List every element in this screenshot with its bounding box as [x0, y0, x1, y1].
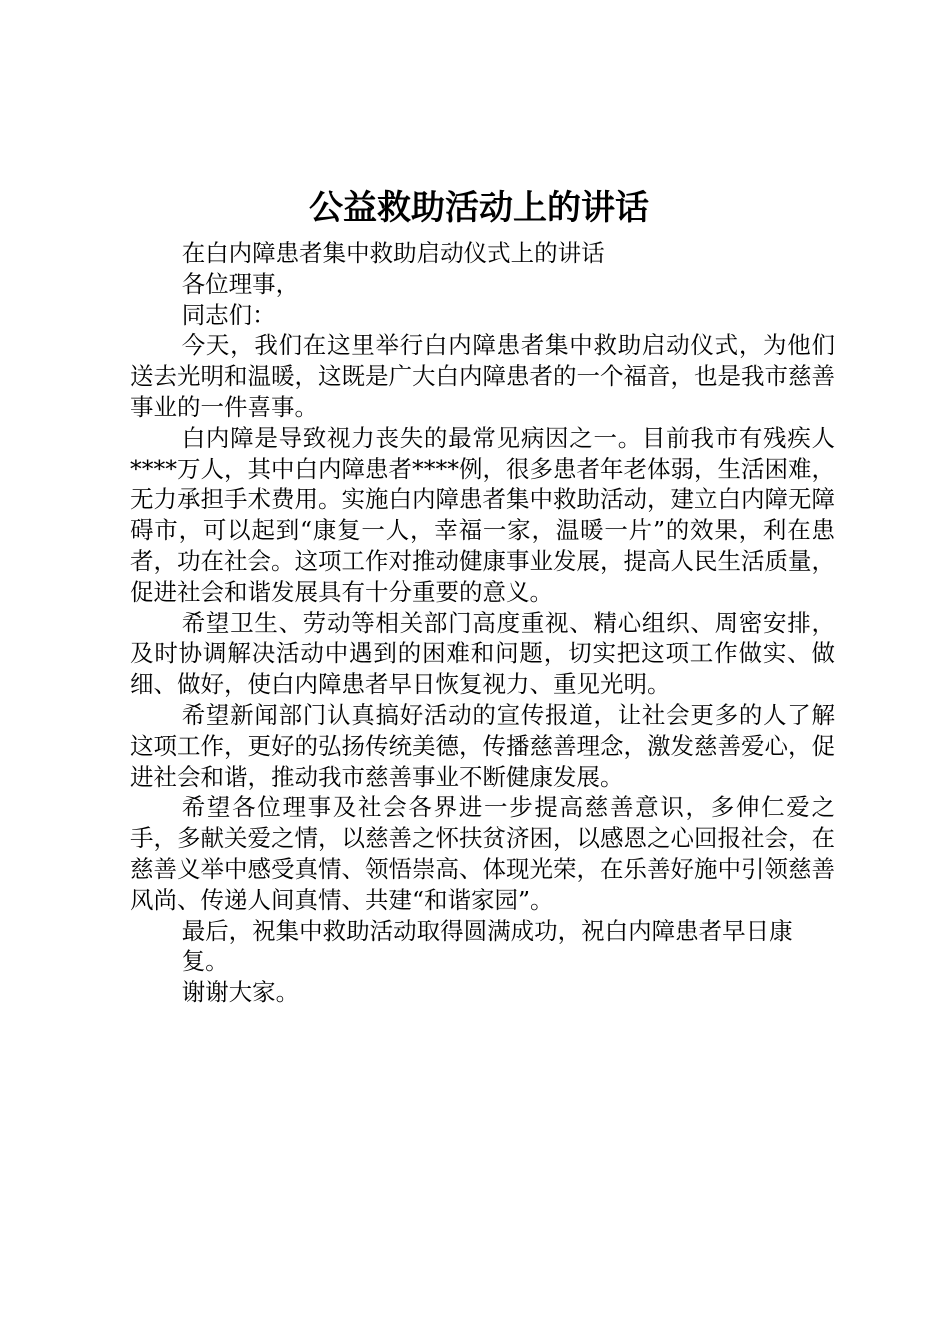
paragraph-health-departments: 希望卫生、劳动等相关部门高度重视、精心组织、周密安排，及时协调解决活动中遇到的困难和问题，切实把这项工作做实、做细、做好，使白内障患者早日恢复视力、重见光明。 — [130, 608, 835, 699]
salutation-comrades: 同志们： — [181, 300, 276, 329]
paragraph-closing-wish: 最后，祝集中救助活动取得圆满成功，祝白内障患者早日康 — [181, 916, 793, 945]
paragraph-thanks: 谢谢大家。 — [181, 978, 300, 1007]
paragraph-cataract-background: 白内障是导致视力丧失的最常见病因之一。目前我市有残疾人****万人，其中白内障患者****例，很多患者年老体弱，生活困难，无力承担手术费用。实施白内障患者集中救助活动，建立白内障无障碍市，可以起到“康复一人，幸福一家，温暖一片”的效果，利在患者，功在社会。这项工作对推动健康事业发展，提高人民生活质量，促进社会和谐发展具有十分重要的意义。 — [130, 423, 835, 606]
speech-subtitle: 在白内障患者集中救助启动仪式上的讲话 — [181, 239, 605, 267]
paragraph-news-departments: 希望新闻部门认真搞好活动的宣传报道，让社会更多的人了解这项工作，更好的弘扬传统美德，传播慈善理念，激发慈善爱心，促进社会和谐，推动我市慈善事业不断健康发展。 — [130, 700, 835, 791]
salutation-directors: 各位理事， — [181, 269, 300, 298]
document-title: 公益救助活动上的讲话 — [309, 188, 649, 228]
paragraph-directors-society: 希望各位理事及社会各界进一步提高慈善意识，多伸仁爱之手，多献关爱之情，以慈善之怀扶贫济困，以感恩之心回报社会，在慈善义举中感受真情、领悟崇高、体现光荣，在乐善好施中引领慈善风尚、传递人间真情、共建“和谐家园”。 — [130, 793, 835, 914]
paragraph-opening: 今天，我们在这里举行白内障患者集中救助启动仪式，为他们送去光明和温暖，这既是广大白内障患者的一个福音，也是我市慈善事业的一件喜事。 — [130, 331, 835, 421]
document-body — [130, 238, 835, 1008]
paragraph-closing-wish-continued: 复。 — [181, 947, 229, 976]
